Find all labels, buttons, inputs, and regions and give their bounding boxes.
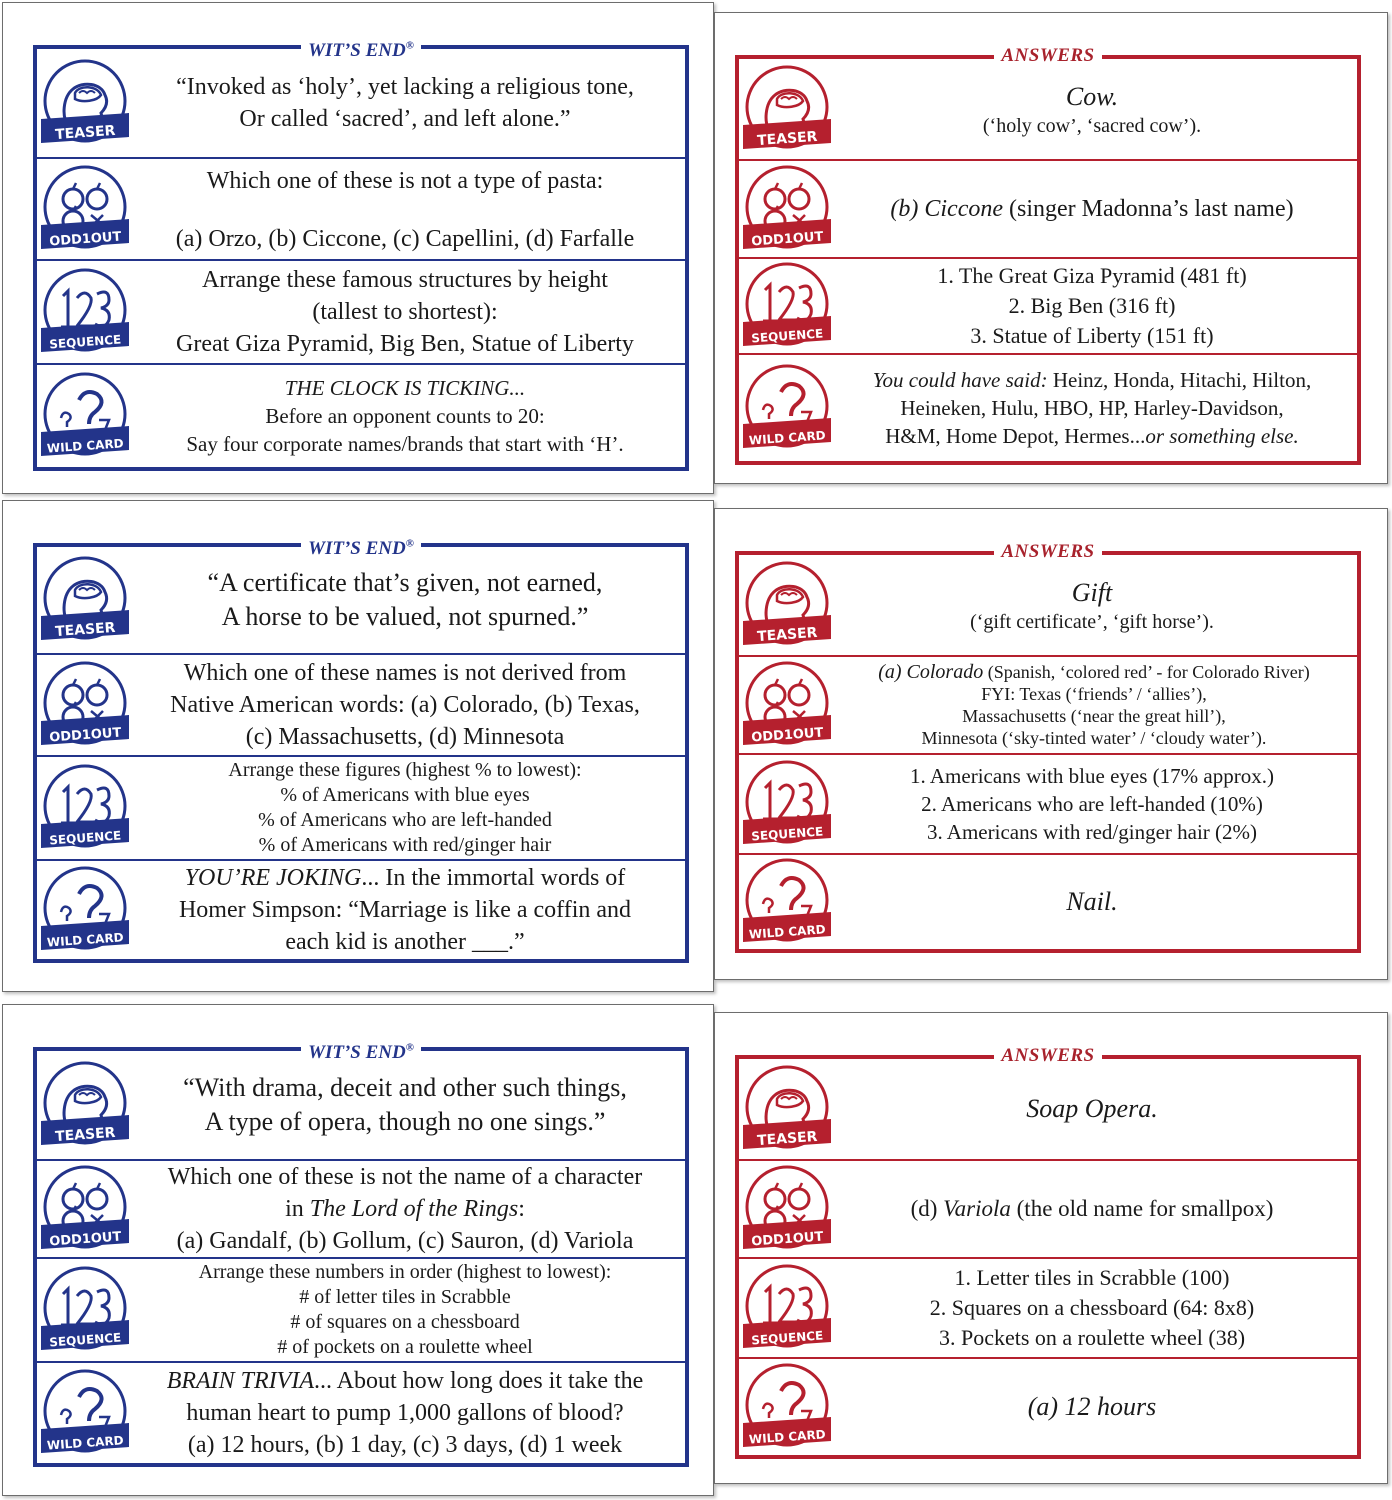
wildcard-row <box>37 1361 685 1463</box>
sequence-answer: 2. Big Ben (316 ft) <box>1008 293 1176 318</box>
numbers-123-icon <box>39 1264 131 1356</box>
sequence-line: Arrange these numbers in order (highest to lowest): <box>198 1261 612 1283</box>
numbers-123-icon <box>741 260 833 352</box>
sequence-line: # of pockets on a roulette wheel <box>277 1336 533 1358</box>
sequence-line: Great Giza Pyramid, Big Ben, Statue of Liberty <box>176 331 634 357</box>
svg-text:TEASER: TEASER <box>54 1124 116 1146</box>
sequence-line: # of squares on a chessboard <box>290 1311 520 1333</box>
teaser-line: “With drama, deceit and other such things, <box>183 1073 627 1102</box>
wildcard-line: ... In the immortal words of <box>361 865 626 891</box>
wildcard-answer: H&M, Home Depot, Hermes... <box>885 424 1146 448</box>
teaser-row <box>37 547 685 653</box>
card-title: ANSWERS <box>994 45 1101 66</box>
question-marks-icon <box>741 856 833 948</box>
numbers-123-icon <box>741 758 833 850</box>
svg-text:TEASER: TEASER <box>756 1128 818 1150</box>
svg-text:WILD CARD: WILD CARD <box>748 428 827 448</box>
svg-text:SEQUENCE: SEQUENCE <box>750 824 824 844</box>
sequence-answer: 1. Letter tiles in Scrabble (100) <box>954 1265 1230 1290</box>
card-frame <box>33 1042 689 1467</box>
three-apples-icon <box>741 163 833 255</box>
wildcard-heading: BRAIN TRIVIA <box>166 1368 314 1394</box>
wildcard-line: Say four corporate names/brands that start with ‘H’. <box>186 432 624 456</box>
odd1out-line: (a) Orzo, (b) Ciccone, (c) Capellini, (d) Farfalle <box>175 226 635 252</box>
svg-text:SEQUENCE: SEQUENCE <box>48 828 122 848</box>
svg-text:SEQUENCE: SEQUENCE <box>48 332 122 352</box>
odd1out-line: Which one of these is not a type of pasta: <box>206 168 604 194</box>
svg-text:TEASER: TEASER <box>54 122 116 144</box>
svg-text:ODD1OUT: ODD1OUT <box>48 725 122 746</box>
odd1out-explanation: (Spanish, ‘colored red’ - for Colorado River) <box>987 662 1310 682</box>
question-marks-icon <box>39 1367 131 1459</box>
sequence-row <box>37 755 685 859</box>
odd1out-line: Which one of these is not the name of a character <box>167 1164 643 1190</box>
sequence-row <box>739 257 1357 353</box>
wildcard-row <box>739 853 1357 949</box>
answer-card-1 <box>714 12 1388 484</box>
sequence-answer: 2. Americans who are left-handed (10%) <box>921 792 1263 816</box>
svg-text:ODD1OUT: ODD1OUT <box>750 1229 824 1250</box>
card-title: ANSWERS <box>994 541 1101 562</box>
brain-head-icon <box>741 63 833 155</box>
teaser-line: A horse to be valued, not spurned.” <box>221 602 589 631</box>
sequence-row <box>739 753 1357 853</box>
wildcard-row <box>37 363 685 467</box>
svg-text:ODD1OUT: ODD1OUT <box>750 229 824 250</box>
wildcard-answer: Heineken, Hulu, HBO, HP, Harley-Davidson, <box>900 396 1284 420</box>
odd1out-letter: (d) <box>910 1196 938 1221</box>
brain-head-icon <box>741 1063 833 1155</box>
numbers-123-icon <box>39 266 131 358</box>
teaser-line: “Invoked as ‘holy’, yet lacking a religious tone, <box>176 74 634 100</box>
odd1out-fyi: Massachusetts (‘near the great hill’), <box>962 706 1226 726</box>
card-title: WIT’S END <box>308 40 406 62</box>
card-title: ANSWERS <box>994 1045 1101 1066</box>
odd1out-answer: (a) Colorado <box>878 661 984 683</box>
sequence-answer: 1. Americans with blue eyes (17% approx.) <box>910 764 1274 788</box>
svg-text:TEASER: TEASER <box>756 624 818 646</box>
svg-text:WILD CARD: WILD CARD <box>46 1433 125 1453</box>
teaser-line: “A certificate that’s given, not earned, <box>207 568 603 597</box>
card-frame <box>33 40 689 471</box>
wildcard-answer: (a) 12 hours <box>1027 1392 1157 1421</box>
three-apples-icon <box>741 659 833 751</box>
wildcard-answer: Heinz, Honda, Hitachi, Hilton, <box>1052 368 1312 392</box>
question-marks-icon <box>741 362 833 454</box>
question-marks-icon <box>741 1361 833 1453</box>
wildcard-line: (a) 12 hours, (b) 1 day, (c) 3 days, (d) 1 week <box>187 1432 623 1458</box>
wildcard-line: human heart to pump 1,000 gallons of blood? <box>186 1400 624 1426</box>
wildcard-line: each kid is another ___.” <box>285 929 525 955</box>
svg-text:ODD1OUT: ODD1OUT <box>48 229 122 250</box>
sequence-answer: 3. Pockets on a roulette wheel (38) <box>938 1325 1246 1350</box>
sequence-answer: 3. Americans with red/ginger hair (2%) <box>926 820 1258 844</box>
three-apples-icon <box>39 1163 131 1255</box>
brain-head-icon <box>39 57 131 149</box>
odd1out-line: (c) Massachusetts, (d) Minnesota <box>245 724 565 750</box>
sequence-row <box>37 1257 685 1361</box>
answer-card-2 <box>714 508 1388 980</box>
svg-text:WILD CARD: WILD CARD <box>46 436 125 456</box>
card-frame <box>735 1045 1361 1459</box>
question-card-1 <box>2 2 714 494</box>
teaser-row <box>37 49 685 157</box>
sequence-line: % of Americans who are left-handed <box>258 809 552 831</box>
question-card-3 <box>2 1004 714 1496</box>
wildcard-row <box>739 1357 1357 1455</box>
sequence-line: # of letter tiles in Scrabble <box>299 1286 511 1308</box>
card-frame <box>735 45 1361 465</box>
book-title: The Lord of the Rings <box>309 1196 519 1222</box>
brain-head-icon <box>39 554 131 646</box>
wildcard-heading: THE CLOCK IS TICKING... <box>284 376 526 400</box>
odd1out-row <box>37 157 685 259</box>
teaser-answer: Soap Opera. <box>1026 1094 1158 1123</box>
odd1out-answer: Variola <box>943 1196 1011 1221</box>
odd1out-line: Native American words: (a) Colorado, (b) Texas, <box>170 692 640 718</box>
teaser-explanation: (‘holy cow’, ‘sacred cow’). <box>982 114 1202 137</box>
odd1out-row <box>37 1159 685 1257</box>
odd1out-line: Which one of these names is not derived from <box>183 660 627 686</box>
odd1out-explanation: (the old name for smallpox) <box>1016 1196 1274 1221</box>
card-frame <box>735 541 1361 953</box>
svg-text:TEASER: TEASER <box>54 619 116 641</box>
wildcard-outro: or something else. <box>1145 424 1299 448</box>
svg-text:SEQUENCE: SEQUENCE <box>750 1328 824 1348</box>
teaser-explanation: (‘gift certificate’, ‘gift horse’). <box>970 610 1214 633</box>
three-apples-icon <box>39 163 131 255</box>
odd1out-colon: : <box>518 1196 525 1222</box>
odd1out-line: in <box>285 1196 304 1222</box>
odd1out-row <box>739 655 1357 753</box>
question-card-2 <box>2 500 714 992</box>
odd1out-row <box>37 653 685 755</box>
question-marks-icon <box>39 370 131 462</box>
sequence-row <box>37 259 685 363</box>
svg-text:ODD1OUT: ODD1OUT <box>750 725 824 746</box>
teaser-row <box>739 59 1357 159</box>
odd1out-fyi: FYI: Texas (‘friends’ / ‘allies’), <box>981 684 1207 704</box>
teaser-answer: Cow. <box>1065 81 1119 111</box>
brain-head-icon <box>741 559 833 651</box>
wildcard-line: Homer Simpson: “Marriage is like a coffin and <box>178 897 632 923</box>
card-title: WIT’S END <box>308 1042 406 1064</box>
svg-text:TEASER: TEASER <box>756 128 818 150</box>
sequence-answer: 2. Squares on a chessboard (64: 8x8) <box>929 1295 1255 1320</box>
answer-card-3 <box>714 1012 1388 1484</box>
question-marks-icon <box>39 864 131 956</box>
sequence-row <box>739 1257 1357 1357</box>
odd1out-fyi: Minnesota (‘sky-tinted water’ / ‘cloudy water’). <box>921 728 1267 748</box>
svg-text:SEQUENCE: SEQUENCE <box>750 326 824 346</box>
teaser-answer: Gift <box>1071 577 1113 607</box>
card-frame <box>33 538 689 963</box>
svg-text:SEQUENCE: SEQUENCE <box>48 1330 122 1350</box>
teaser-row <box>739 555 1357 655</box>
teaser-line: Or called ‘sacred’, and left alone.” <box>239 106 571 132</box>
odd1out-row <box>739 159 1357 257</box>
sequence-line: % of Americans with red/ginger hair <box>258 834 552 856</box>
odd1out-line: (a) Gandalf, (b) Gollum, (c) Sauron, (d) Variola <box>176 1228 634 1254</box>
sequence-line: (tallest to shortest): <box>312 299 498 325</box>
svg-text:ODD1OUT: ODD1OUT <box>48 1229 122 1250</box>
numbers-123-icon <box>39 762 131 854</box>
sequence-answer: 1. The Great Giza Pyramid (481 ft) <box>937 263 1247 288</box>
card-title: WIT’S END <box>308 538 406 560</box>
odd1out-row <box>739 1159 1357 1257</box>
odd1out-explanation: (singer Madonna’s last name) <box>1009 196 1294 222</box>
sequence-answer: 3. Statue of Liberty (151 ft) <box>970 323 1214 348</box>
brain-head-icon <box>39 1059 131 1151</box>
wildcard-line: Before an opponent counts to 20: <box>265 404 545 428</box>
three-apples-icon <box>39 659 131 751</box>
sequence-line: Arrange these figures (highest % to lowest): <box>228 759 582 781</box>
three-apples-icon <box>741 1163 833 1255</box>
odd1out-answer: (b) Ciccone <box>890 196 1004 222</box>
wildcard-row <box>739 353 1357 461</box>
sequence-line: % of Americans with blue eyes <box>280 784 530 806</box>
wildcard-answer: Nail. <box>1066 887 1118 916</box>
registered-mark: ® <box>405 40 414 52</box>
sequence-line: Arrange these famous structures by height <box>202 267 608 293</box>
svg-text:WILD CARD: WILD CARD <box>46 930 125 950</box>
wildcard-line: ... About how long does it take the <box>314 1368 644 1394</box>
wildcard-heading: YOU’RE JOKING <box>184 865 362 891</box>
teaser-row <box>739 1059 1357 1159</box>
registered-mark: ® <box>405 538 414 550</box>
teaser-row <box>37 1051 685 1159</box>
teaser-line: A type of opera, though no one sings.” <box>204 1107 606 1136</box>
numbers-123-icon <box>741 1262 833 1354</box>
registered-mark: ® <box>405 1042 414 1054</box>
svg-text:WILD CARD: WILD CARD <box>748 922 827 942</box>
wildcard-intro: You could have said: <box>872 368 1048 392</box>
wildcard-row <box>37 859 685 959</box>
svg-text:WILD CARD: WILD CARD <box>748 1427 827 1447</box>
